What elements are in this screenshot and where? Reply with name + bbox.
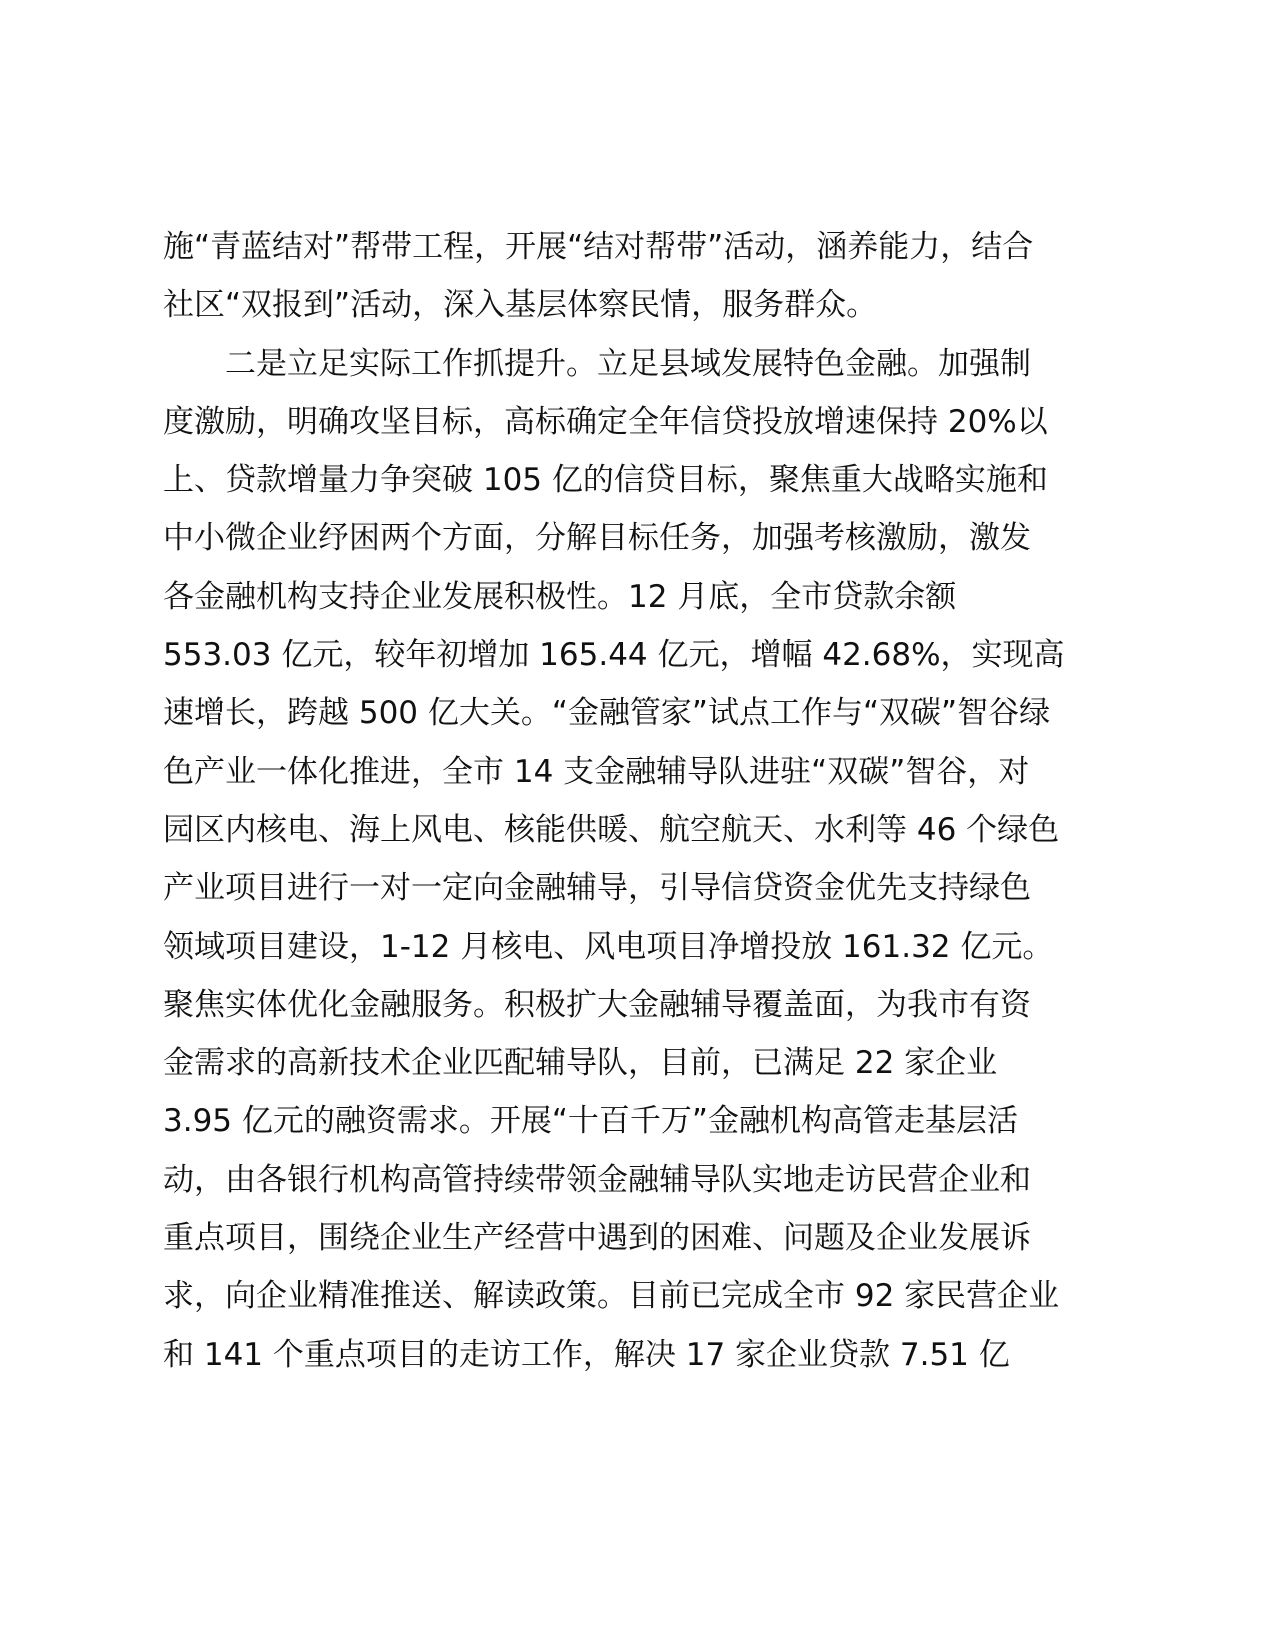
text-line: 动，由各银行机构高管持续带领金融辅导队实地走访民营企业和	[163, 1161, 1031, 1198]
text-line: 色产业一体化推进，全市 14 支金融辅导队进驻“双碳”智谷，对	[163, 753, 1030, 790]
text-line: 求，向企业精准推送、解读政策。目前已完成全市 92 家民营企业	[163, 1278, 1060, 1315]
text-line: 产业项目进行一对一定向金融辅导，引导信贷资金优先支持绿色	[163, 870, 1031, 907]
text-line: 速增长，跨越 500 亿大关。“金融管家”试点工作与“双碳”智谷绿	[163, 695, 1051, 732]
text-line: 施“青蓝结对”帮带工程，开展“结对帮带”活动，涵养能力，结合	[163, 229, 1034, 265]
paragraph-start-line: 二是立足实际工作抓提升。立足县域发展特色金融。加强制	[225, 345, 1031, 382]
text-line: 和 141 个重点项目的走访工作，解决 17 家企业贷款 7.51 亿	[163, 1336, 1010, 1373]
text-line: 上、贷款增量力争突破 105 亿的信贷目标，聚焦重大战略实施和	[163, 462, 1048, 499]
body-text	[163, 218, 1123, 1384]
text-line: 园区内核电、海上风电、核能供暖、航空航天、水利等 46 个绿色	[163, 811, 1060, 848]
text-line: 3.95 亿元的融资需求。开展“十百千万”金融机构高管走基层活	[163, 1103, 1018, 1140]
text-line: 聚焦实体优化金融服务。积极扩大金融辅导覆盖面，为我市有资	[163, 986, 1031, 1023]
text-line: 度激励，明确攻坚目标，高标确定全年信贷投放增速保持 20%以	[163, 403, 1048, 440]
text-line: 各金融机构支持企业发展积极性。12 月底，全市贷款余额	[163, 578, 957, 615]
text-line: 重点项目，围绕企业生产经营中遇到的困难、问题及企业发展诉	[163, 1220, 1031, 1257]
text-line: 553.03 亿元，较年初增加 165.44 亿元，增幅 42.68%，实现高	[163, 637, 1065, 674]
text-line: 社区“双报到”活动，深入基层体察民情，服务群众。	[163, 287, 878, 324]
text-line: 金需求的高新技术企业匹配辅导队，目前，已满足 22 家企业	[163, 1045, 998, 1082]
text-line: 中小微企业纾困两个方面，分解目标任务，加强考核激励，激发	[163, 520, 1031, 557]
text-line: 领域项目建设，1-12 月核电、风电项目净增投放 161.32 亿元。	[163, 928, 1054, 965]
